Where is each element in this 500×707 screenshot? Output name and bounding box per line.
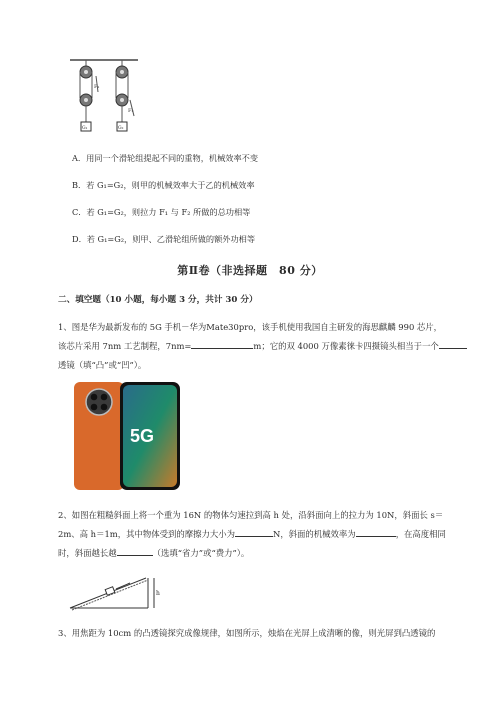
- svg-text:F₁: F₁: [94, 84, 100, 90]
- blank-input[interactable]: [439, 339, 467, 349]
- weight-label-g2: G₂: [118, 126, 124, 131]
- q3-line1: 3、用焦距为 10cm 的凸透镜探究成像规律，如图所示，烛焰在光屏上成清晰的像，则光屏到凸透镜的: [58, 628, 436, 638]
- option-c: C．若 G₁=G₂，则拉力 F₁ 与 F₂ 所做的总功相等: [72, 207, 251, 217]
- q1-line3: 透镜（填“凸”或“凹”）。: [58, 360, 147, 370]
- q1-line2: 该芯片采用 7nm 工艺制程，7nm= m；它的双 4000 万像素徕卡四摄镜头相当于一个: [58, 337, 470, 356]
- blank-input[interactable]: [117, 546, 153, 556]
- part-title: 第Ⅱ卷（非选择题 80 分）: [177, 264, 323, 277]
- phone-5g-badge: 5G: [130, 426, 155, 446]
- weight-label-g1: G₁: [82, 126, 88, 131]
- phone-image: [72, 380, 182, 492]
- section-heading: 二、填空题（10 小题，每小题 3 分，共计 30 分）: [58, 295, 258, 305]
- blank-input[interactable]: [356, 527, 396, 537]
- height-label: h: [156, 590, 160, 597]
- svg-text:F₂: F₂: [128, 108, 134, 114]
- pulley-figure: [68, 58, 140, 138]
- option-d: D．若 G₁=G₂，则甲、乙滑轮组所做的额外功相等: [72, 234, 256, 244]
- question-3: [58, 624, 470, 643]
- q2-line2: 2m、高 h＝1m，其中物体受到的摩擦力大小为 N，斜面的机械效率为 ，在高度相同: [58, 529, 446, 539]
- incline-figure: [68, 572, 168, 612]
- option-a: A．用同一个滑轮组提起不同的重物，机械效率不变: [72, 153, 259, 163]
- q2-line1: 2、如图在粗糙斜面上将一个重为 16N 的物体匀速拉到高 h 处，沿斜面向上的拉力为 10N，斜面长 s＝: [58, 510, 444, 520]
- option-b: B．若 G₁=G₂，则甲的机械效率大于乙的机械效率: [72, 180, 255, 190]
- question-1: [58, 318, 470, 375]
- q2-line3: 时，斜面越长越 （选填“省力”或“费力”）。: [58, 548, 250, 558]
- question-2: [58, 506, 470, 563]
- blank-input[interactable]: [191, 339, 253, 349]
- q1-line1: 1、图是华为最新发布的 5G 手机－华为Mate30pro，该手机使用我国自主研发的海思麒麟 990 芯片，: [58, 322, 443, 332]
- blank-input[interactable]: [235, 527, 273, 537]
